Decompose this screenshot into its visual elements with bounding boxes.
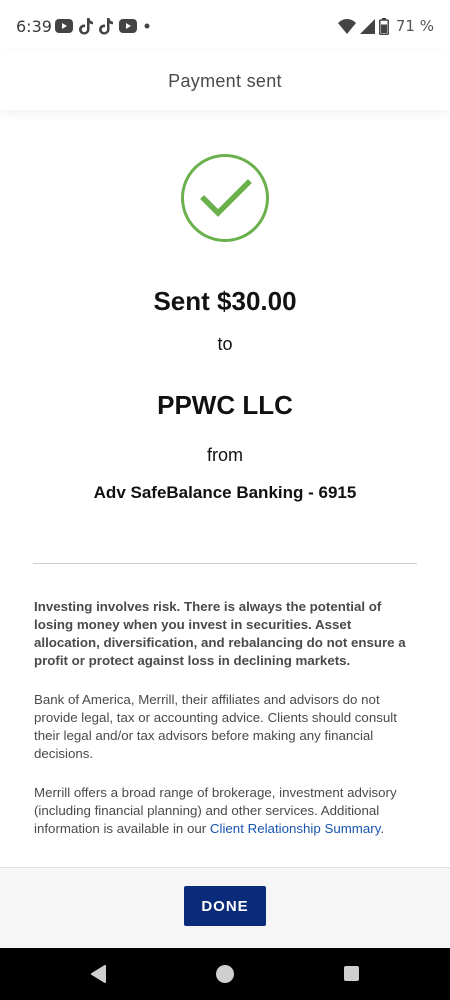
from-label: from: [207, 445, 243, 465]
back-icon[interactable]: [89, 964, 109, 984]
navigation-bar: [0, 948, 450, 1000]
status-bar: [0, 0, 450, 52]
wifi-icon: [338, 19, 356, 34]
merrill-disclosure: [34, 784, 420, 838]
home-icon[interactable]: [216, 965, 234, 983]
app-header: [0, 52, 450, 110]
system-icons: [338, 16, 434, 36]
youtube-icon: [55, 19, 73, 33]
source-account: Adv SafeBalance Banking - 6915: [93, 483, 357, 502]
client-relationship-summary-link[interactable]: Client Relationship Summary: [209, 821, 381, 836]
divider: [33, 563, 417, 564]
sent-amount: Sent $30.00: [153, 286, 297, 316]
footer: [0, 867, 450, 949]
advice-disclosure: Bank of America, Merrill, their affiliates and advisors do not provide legal, tax or accounting advice. Clients should consult their legal and/or tax advisors before making any financial decisions.: [34, 692, 397, 761]
to-label: to: [217, 334, 233, 354]
battery-icon: [379, 18, 389, 35]
dot-icon: [143, 22, 151, 30]
page-title: Payment sent: [168, 71, 282, 91]
done-button[interactable]: DONE: [184, 886, 266, 926]
risk-disclosure: Investing involves risk. There is always the potential of losing money when you invest in securities. Asset allocation, diversification, and rebalancing do not ensure a profit or protect against loss in declining markets.: [34, 599, 406, 668]
check-circle-icon: [180, 153, 270, 243]
payee-name: PPWC LLC: [157, 390, 293, 420]
status-time: 6:39: [16, 17, 52, 36]
tiktok-icon: [79, 18, 93, 35]
battery-percent: 71 %: [395, 17, 434, 35]
notification-icons: [55, 16, 151, 36]
tiktok-icon: [99, 18, 113, 35]
signal-icon: [360, 19, 375, 34]
youtube-icon: [119, 19, 137, 33]
merrill-disclosure-text: Merrill offers a broad range of brokerage, investment advisory (including financial planning) and other services. Additional information is available in our: [34, 785, 397, 836]
merrill-disclosure-period: .: [380, 821, 385, 836]
recents-icon[interactable]: [344, 966, 359, 981]
